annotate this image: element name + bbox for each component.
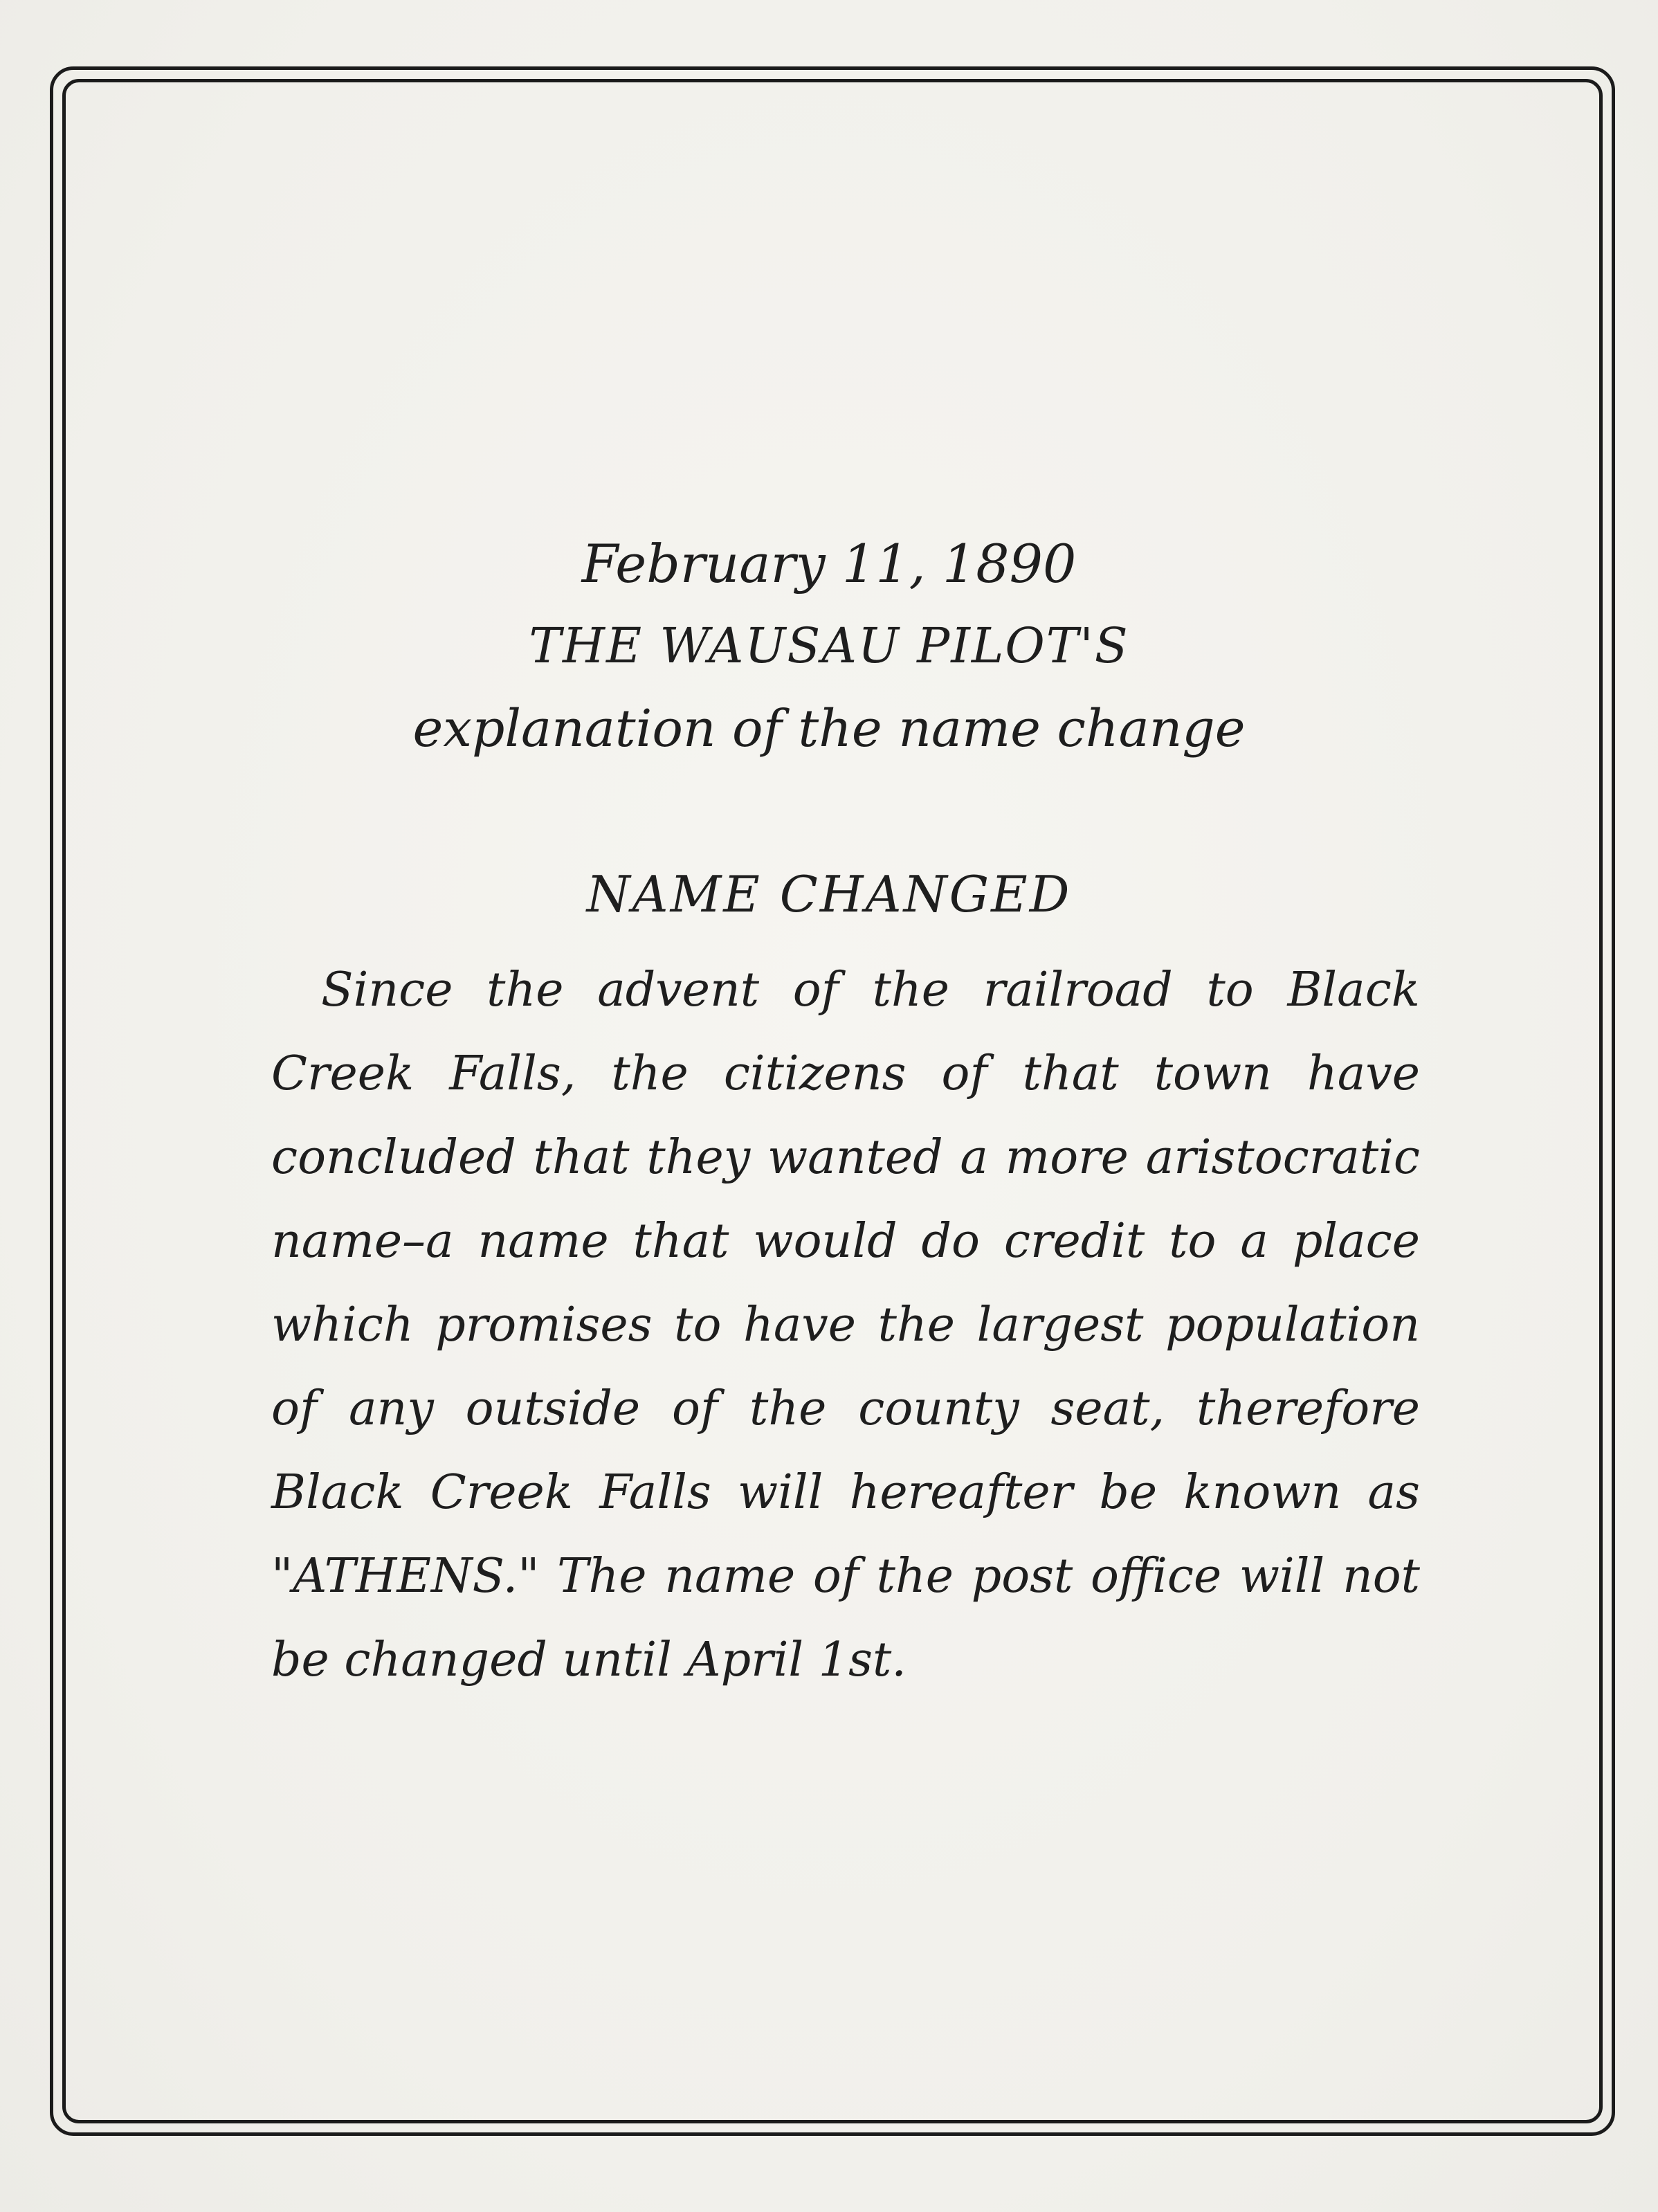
document-subtitle: explanation of the name change xyxy=(412,699,1246,759)
article-title: NAME CHANGED xyxy=(586,865,1072,923)
document-date: February 11, 1890 xyxy=(581,533,1077,595)
article-body: Since the advent of the railroad to Black Creek Falls, the citizens of that town have concluded that they wanted a more aristocratic name–a name that would do credit to a place which promises to have the largest population of any outside of the county seat, therefore Black Creek Falls will hereafter be known as "ATHENS." The name of the post office will not be changed until April 1st. xyxy=(271,963,1420,1687)
newspaper-name: THE WAUSAU PILOT'S xyxy=(529,617,1129,674)
